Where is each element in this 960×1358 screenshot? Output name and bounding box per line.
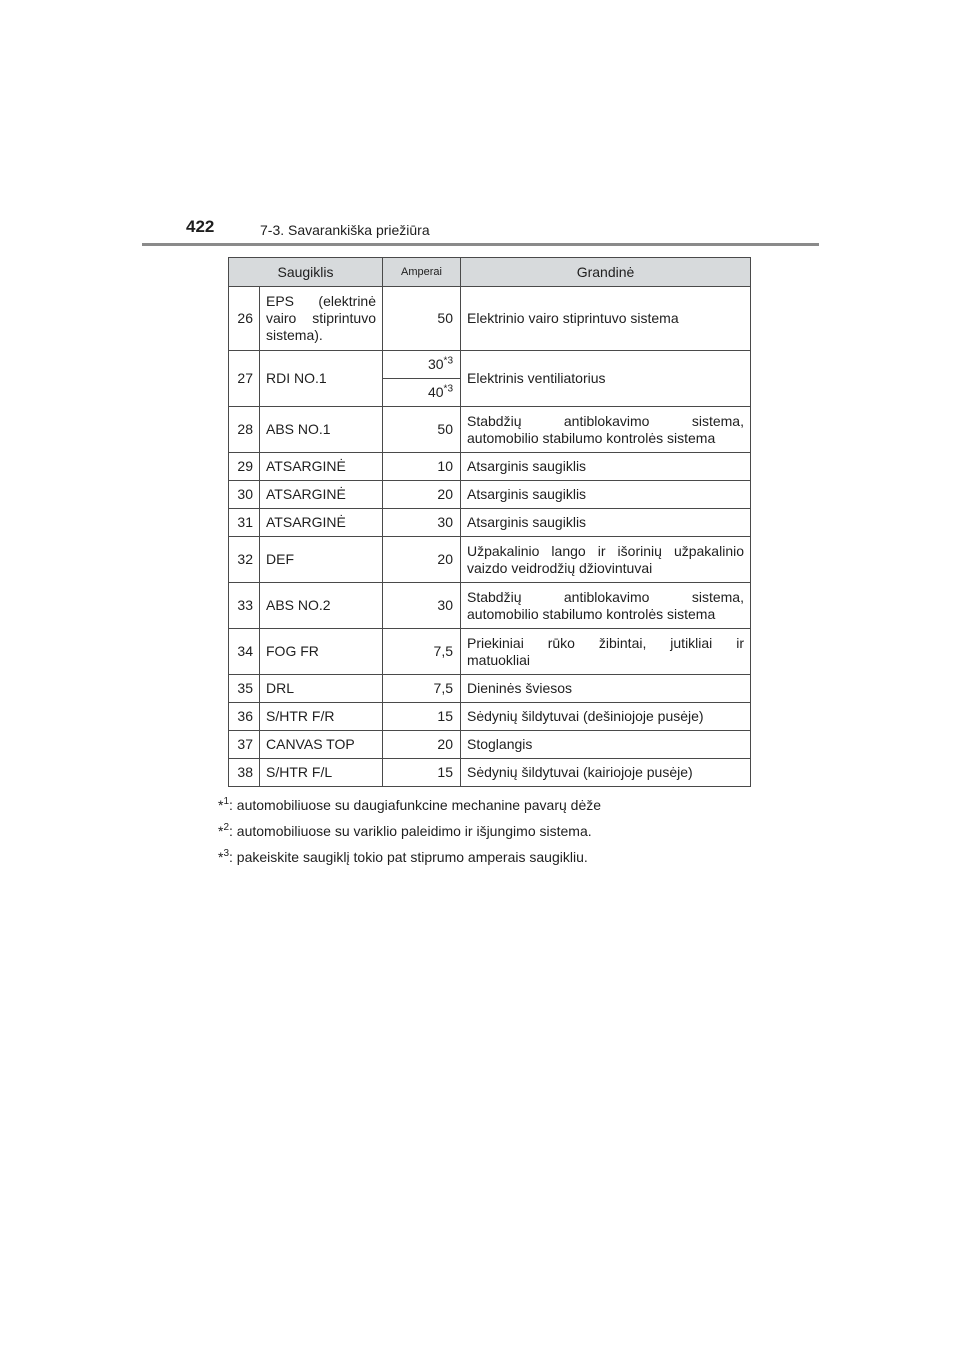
footnote	[218, 847, 601, 873]
fuse-table	[228, 257, 751, 787]
table-row	[229, 629, 751, 675]
footnote-ref: *3	[443, 383, 453, 395]
fuse-name: CANVAS TOP	[260, 731, 383, 759]
column-header-circuit: Grandinė	[461, 258, 751, 287]
fuse-number: 33	[229, 583, 260, 629]
fuse-amperage: 15	[383, 759, 461, 787]
fuse-amperage: 7,5	[383, 629, 461, 675]
fuse-circuit: Atsarginis saugiklis	[461, 509, 751, 537]
fuse-amperage: 15	[383, 703, 461, 731]
footnote-mark: 2	[223, 822, 230, 833]
fuse-name: ABS NO.1	[260, 407, 383, 453]
fuse-number: 28	[229, 407, 260, 453]
amperage-value: 40	[427, 384, 444, 400]
fuse-amperage: 20	[383, 481, 461, 509]
footnote	[218, 821, 601, 847]
column-header-fuse: Saugiklis	[229, 258, 383, 287]
fuse-name-line: sistema).	[266, 327, 323, 343]
circuit-line: matuokliai	[467, 651, 531, 668]
fuse-number: 34	[229, 629, 260, 675]
fuse-name: ATSARGINĖ	[260, 453, 383, 481]
fuse-circuit: Atsarginis saugiklis	[461, 481, 751, 509]
table-row	[229, 407, 751, 453]
table-row	[229, 583, 751, 629]
footnote-star: *	[218, 823, 224, 839]
footnote-mark: 3	[223, 848, 230, 859]
page-number: 422	[186, 217, 215, 236]
fuse-number: 32	[229, 537, 260, 583]
fuse-circuit: Stoglangis	[461, 731, 751, 759]
table-row	[229, 731, 751, 759]
fuse-name: ABS NO.2	[260, 583, 383, 629]
fuse-circuit: Elektrinis ventiliatorius	[461, 351, 751, 407]
fuse-name: DEF	[260, 537, 383, 583]
table-row	[229, 675, 751, 703]
footnote-ref: *3	[443, 355, 453, 367]
header-divider	[142, 243, 819, 246]
fuse-name: ATSARGINĖ	[260, 509, 383, 537]
fuse-amperage: 20	[383, 731, 461, 759]
fuse-amperage	[383, 379, 461, 407]
fuse-name: ATSARGINĖ	[260, 481, 383, 509]
fuse-circuit	[461, 407, 751, 453]
circuit-line: Užpakalinio lango ir išorinių užpakalinio	[467, 542, 744, 559]
fuse-amperage: 7,5	[383, 675, 461, 703]
footnote-text: : automobiliuose su daugiafunkcine mechanine pavarų dėže	[229, 797, 602, 813]
table-row	[229, 453, 751, 481]
fuse-circuit	[461, 537, 751, 583]
fuse-name: S/HTR F/L	[260, 759, 383, 787]
section-title: 7-3. Savarankiška priežiūra	[260, 222, 430, 238]
table-row	[229, 509, 751, 537]
fuse-number: 38	[229, 759, 260, 787]
table-row	[229, 703, 751, 731]
fuse-circuit	[461, 583, 751, 629]
fuse-amperage: 20	[383, 537, 461, 583]
fuse-number: 35	[229, 675, 260, 703]
fuse-amperage: 50	[383, 287, 461, 351]
fuse-amperage: 50	[383, 407, 461, 453]
fuse-name: RDI NO.1	[260, 351, 383, 407]
fuse-name: FOG FR	[260, 629, 383, 675]
fuse-name-line: EPS (elektrinė	[266, 293, 376, 309]
circuit-line: automobilio stabilumo kontrolės sistema	[467, 429, 716, 446]
fuse-amperage: 30	[383, 583, 461, 629]
fuse-circuit: Atsarginis saugiklis	[461, 453, 751, 481]
fuse-amperage	[383, 351, 461, 379]
fuse-number: 31	[229, 509, 260, 537]
circuit-line: automobilio stabilumo kontrolės sistema	[467, 605, 716, 622]
column-header-amperes: Amperai	[383, 258, 461, 287]
fuse-number: 37	[229, 731, 260, 759]
fuse-number: 26	[229, 287, 260, 351]
circuit-line: Stabdžių antiblokavimo sistema,	[467, 588, 744, 605]
fuse-name-line: vairo stiprintuvo	[266, 310, 376, 326]
fuse-circuit: Sėdynių šildytuvai (kairiojoje pusėje)	[461, 759, 751, 787]
circuit-line: Stabdžių antiblokavimo sistema,	[467, 412, 744, 429]
footnote-text: : automobiliuose su variklio paleidimo ir išjungimo sistema.	[229, 823, 592, 839]
footnote-star: *	[218, 797, 224, 813]
fuse-circuit: Elektrinio vairo stiprintuvo sistema	[461, 287, 751, 351]
table-header-row	[229, 258, 751, 287]
fuse-circuit	[461, 629, 751, 675]
footnote-text: : pakeiskite saugiklį tokio pat stiprumo amperais saugikliu.	[229, 849, 588, 865]
fuse-number: 27	[229, 351, 260, 407]
circuit-line: Priekiniai rūko žibintai, jutikliai ir	[467, 634, 744, 651]
fuse-number: 36	[229, 703, 260, 731]
footnote-mark: 1	[223, 796, 230, 807]
fuse-amperage: 30	[383, 509, 461, 537]
fuse-circuit: Dieninės šviesos	[461, 675, 751, 703]
fuse-circuit: Sėdynių šildytuvai (dešiniojoje pusėje)	[461, 703, 751, 731]
fuse-name	[260, 287, 383, 351]
footnote-star: *	[218, 849, 224, 865]
fuse-number: 29	[229, 453, 260, 481]
table-row	[229, 287, 751, 351]
table-row	[229, 481, 751, 509]
circuit-line: vaizdo veidrodžių džiovintuvai	[467, 559, 653, 576]
footnote	[218, 795, 601, 821]
footnotes	[218, 795, 601, 873]
table-row	[229, 351, 751, 379]
table-row	[229, 759, 751, 787]
fuse-name: DRL	[260, 675, 383, 703]
amperage-value: 30	[427, 356, 444, 372]
fuse-name: S/HTR F/R	[260, 703, 383, 731]
fuse-number: 30	[229, 481, 260, 509]
table-row	[229, 537, 751, 583]
fuse-amperage: 10	[383, 453, 461, 481]
